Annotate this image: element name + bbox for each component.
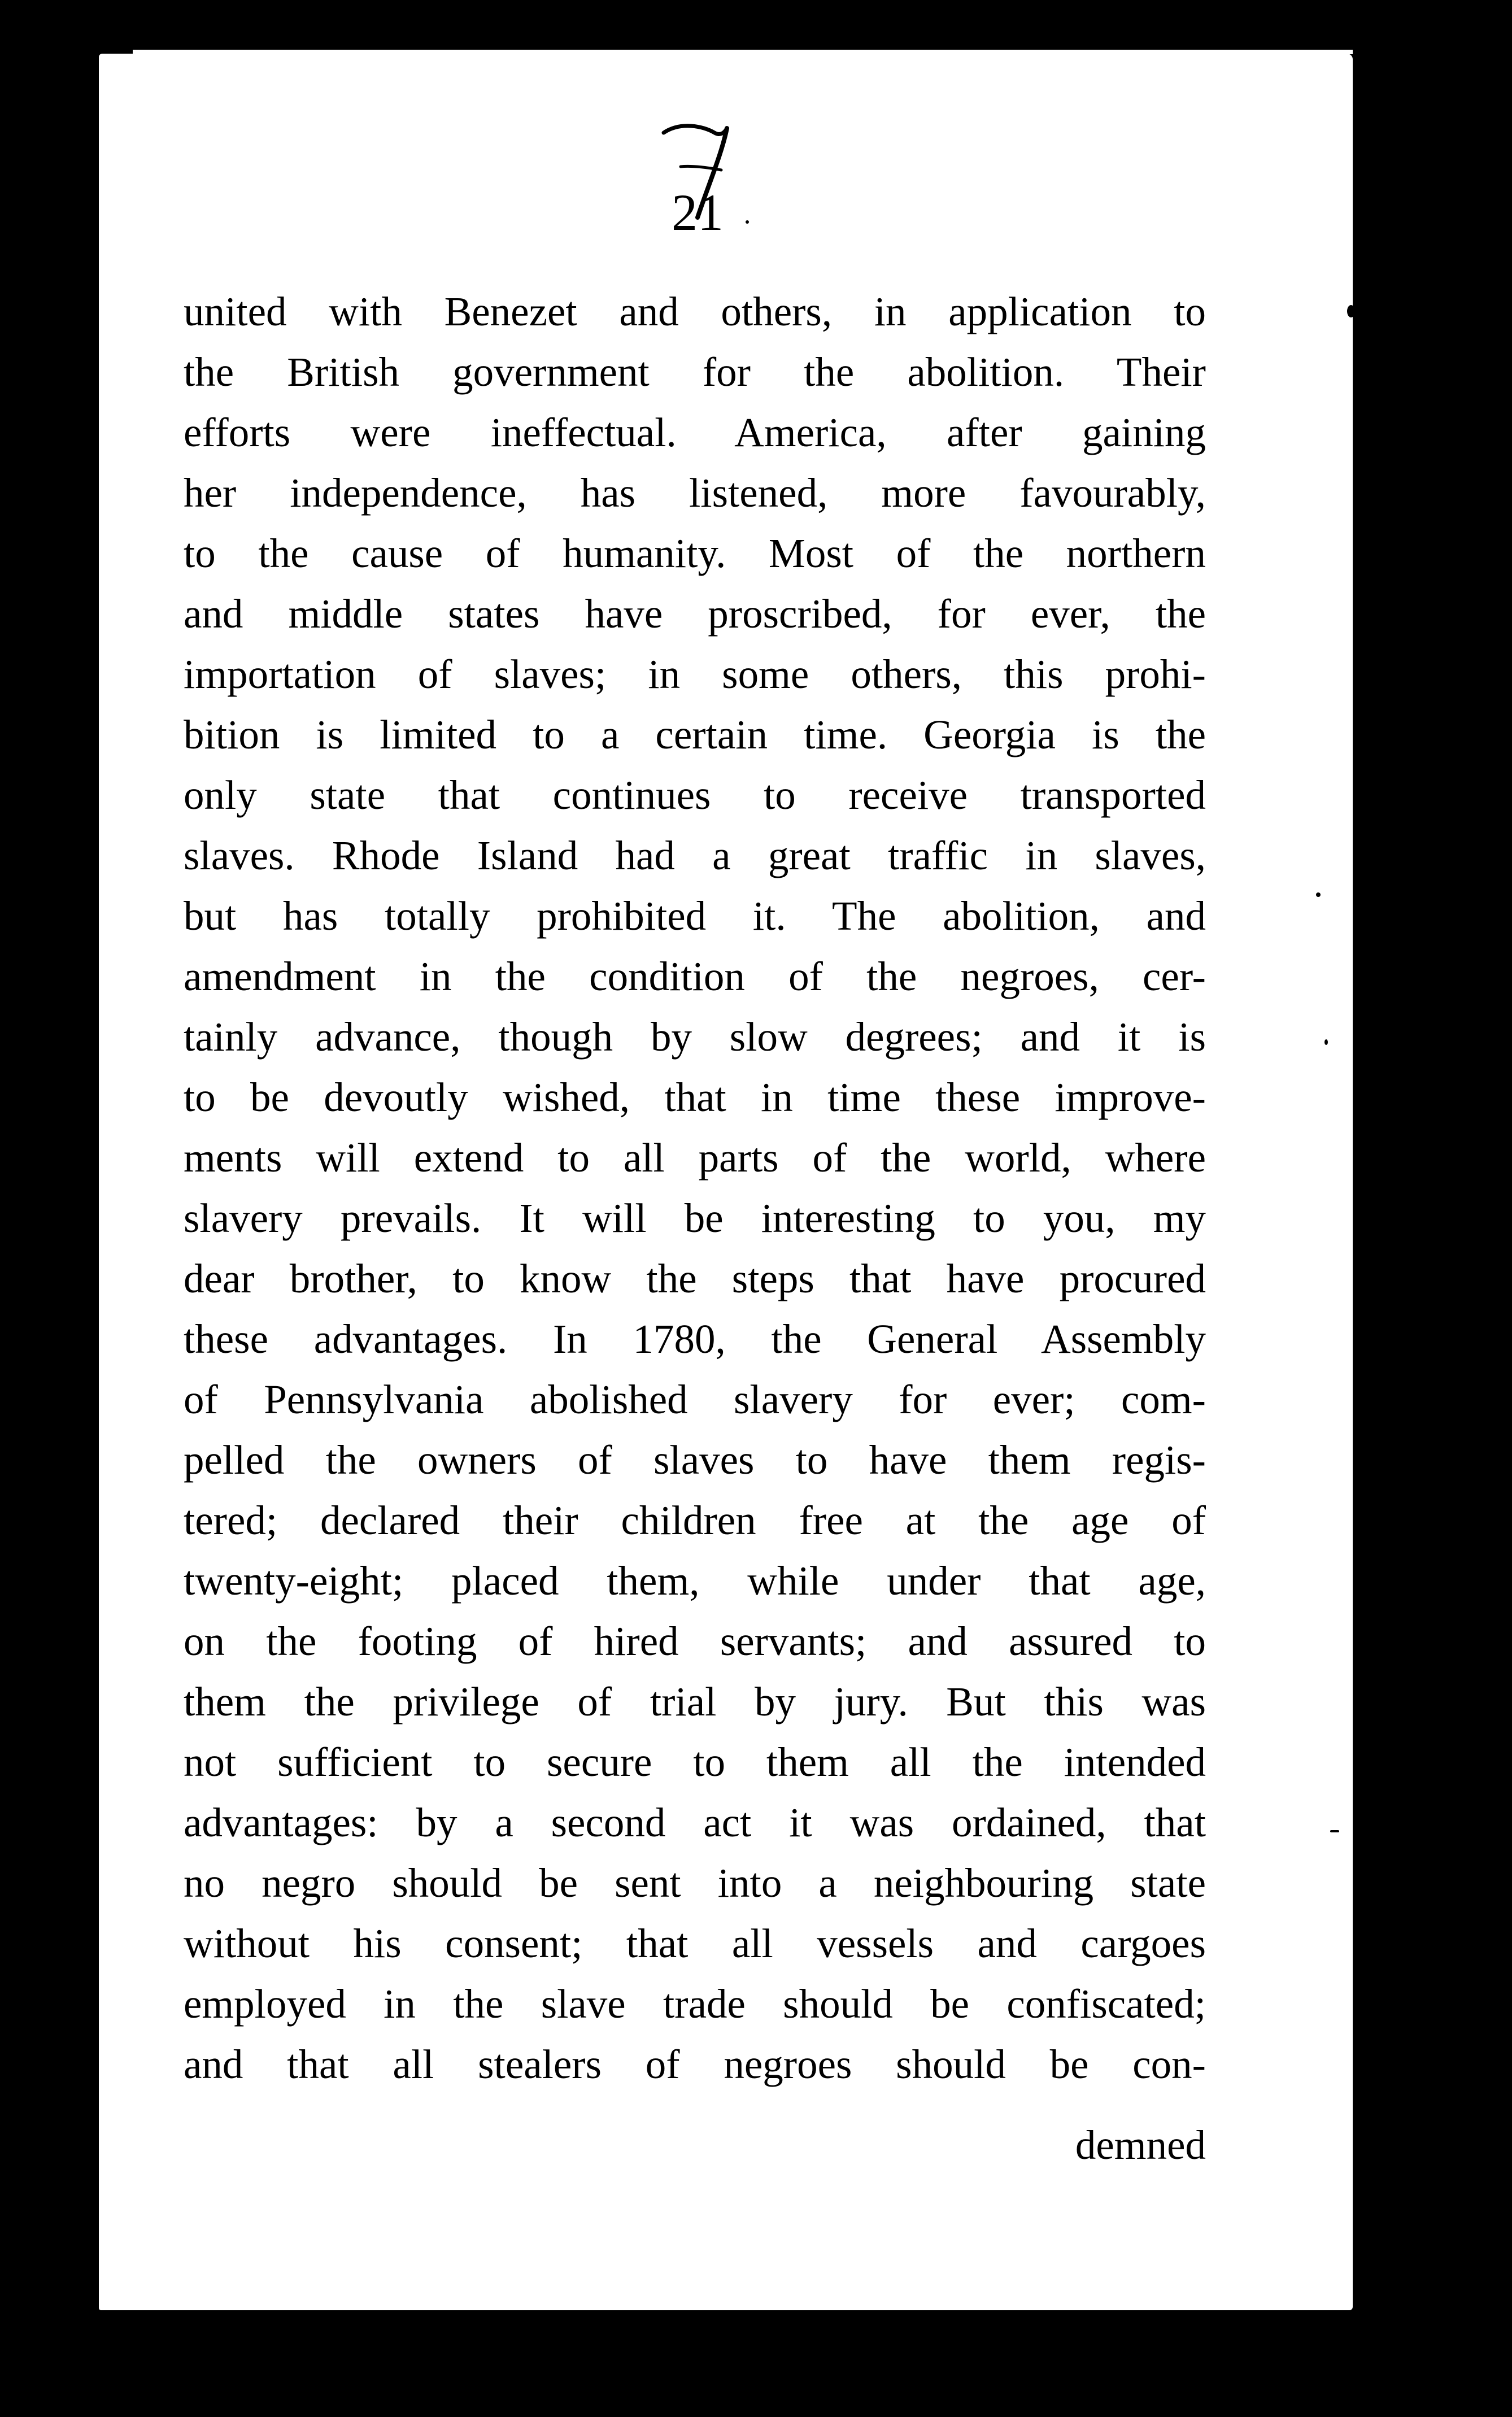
text-line: them the privilege of trial by jury. But this was bbox=[184, 1679, 1206, 1724]
text-line: of Pennsylvania abolished slavery for ever; com- bbox=[184, 1377, 1206, 1422]
text-line: not sufficient to secure to them all the intended bbox=[184, 1739, 1206, 1785]
ink-speck bbox=[1347, 305, 1355, 317]
body-text bbox=[184, 281, 1206, 2094]
text-line: tered; declared their children free at the age of bbox=[184, 1497, 1206, 1543]
text-line: ments will extend to all parts of the world, where bbox=[184, 1135, 1206, 1181]
text-line: and that all stealers of negroes should be con- bbox=[184, 2041, 1206, 2087]
left-binding-shadow bbox=[79, 68, 96, 2282]
text-line: to be devoutly wished, that in time these improve- bbox=[184, 1074, 1206, 1120]
text-line: amendment in the condition of the negroes, cer- bbox=[184, 953, 1206, 999]
ink-speck bbox=[1330, 1830, 1339, 1832]
text-line: but has totally prohibited it. The abolition, and bbox=[184, 893, 1206, 939]
text-line: bition is limited to a certain time. Georgia is the bbox=[184, 712, 1206, 757]
text-line: without his consent; that all vessels and cargoes bbox=[184, 1920, 1206, 1966]
text-line: the British government for the abolition. Their bbox=[184, 349, 1206, 395]
text-line: to the cause of humanity. Most of the northern bbox=[184, 530, 1206, 576]
text-line: importation of slaves; in some others, this prohi- bbox=[184, 651, 1206, 697]
ink-speck bbox=[746, 220, 749, 224]
text-line: only state that continues to receive transported bbox=[184, 772, 1206, 818]
text-line: slaves. Rhode Island had a great traffic in slaves, bbox=[184, 833, 1206, 878]
text-line: united with Benezet and others, in application to bbox=[184, 289, 1206, 334]
page-number: 21 bbox=[672, 184, 724, 241]
text-line: no negro should be sent into a neighbouring state bbox=[184, 1860, 1206, 1906]
ink-speck bbox=[1324, 1039, 1328, 1045]
text-line: slavery prevails. It will be interesting to you, my bbox=[184, 1195, 1206, 1241]
text-line: pelled the owners of slaves to have them regis- bbox=[184, 1437, 1206, 1483]
text-line: advantages: by a second act it was ordained, that bbox=[184, 1800, 1206, 1845]
text-line: her independence, has listened, more favourably, bbox=[184, 470, 1206, 516]
text-line: dear brother, to know the steps that have procured bbox=[184, 1256, 1206, 1301]
text-line: and middle states have proscribed, for ever, the bbox=[184, 591, 1206, 637]
text-line: twenty-eight; placed them, while under that age, bbox=[184, 1558, 1206, 1604]
left-scan-border bbox=[0, 0, 68, 2417]
text-line: efforts were ineffectual. America, after gaining bbox=[184, 410, 1206, 455]
text-line: on the footing of hired servants; and assured to bbox=[184, 1618, 1206, 1664]
text-line: tainly advance, though by slow degrees; and it is bbox=[184, 1014, 1206, 1060]
ink-speck bbox=[1316, 892, 1321, 897]
text-line: these advantages. In 1780, the General Assembly bbox=[184, 1316, 1206, 1362]
text-line: employed in the slave trade should be confiscated; bbox=[184, 1981, 1206, 2027]
catchword: demned bbox=[1075, 2122, 1206, 2168]
